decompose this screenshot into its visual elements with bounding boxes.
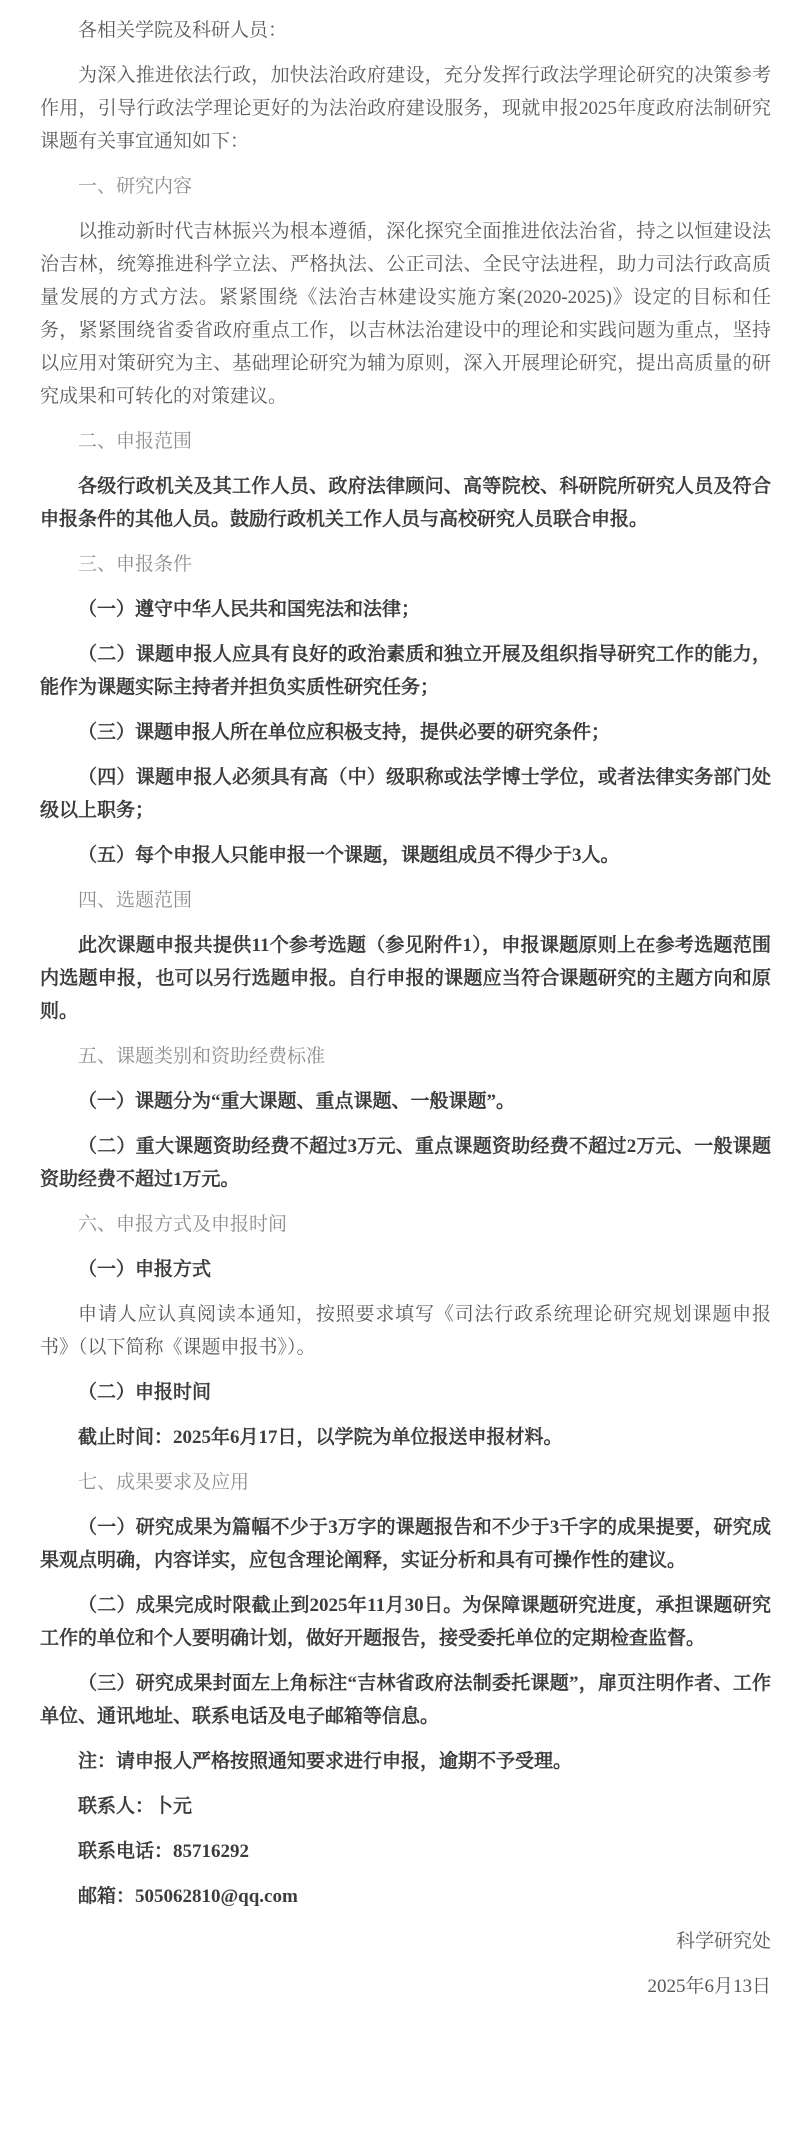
condition-item-5: （五）每个申报人只能申报一个课题，课题组成员不得少于3人。 [78, 845, 620, 866]
signature-date: 2025年6月13日 [647, 1976, 771, 1997]
condition-item-3: （三）课题申报人所在单位应积极支持，提供必要的研究条件； [78, 722, 611, 743]
condition-item-4: （四）课题申报人必须具有高（中）级职称或法学博士学位，或者法律实务部门处级以上职务； [40, 767, 771, 821]
section-heading-topic-scope: 四、选题范围 [78, 890, 193, 911]
condition-item-1: （一）遵守中华人民共和国宪法和法律； [78, 599, 421, 620]
paragraph-application-method: 申请人应认真阅读本通知，按照要求填写《司法行政系统理论研究规划课题申报书》（以下简称《课题申报书》）。 [40, 1304, 771, 1358]
section-heading-application-scope: 二、申报范围 [78, 431, 193, 452]
signature-department: 科学研究处 [675, 1931, 771, 1952]
note-paragraph: 注：请申报人严格按照通知要求进行申报，逾期不予受理。 [78, 1751, 573, 1772]
subheading-application-method: （一）申报方式 [78, 1259, 212, 1280]
condition-item-2: （二）课题申报人应具有良好的政治素质和独立开展及组织指导研究工作的能力，能作为课题实际主持者并担负实质性研究任务； [40, 644, 771, 698]
funding-item-1: （一）课题分为“重大课题、重点课题、一般课题”。 [78, 1091, 516, 1112]
result-item-1: （一）研究成果为篇幅不少于3万字的课题报告和不少于3千字的成果提要，研究成果观点明确，内容详实，应包含理论阐释，实证分析和具有可操作性的建议。 [40, 1517, 771, 1571]
result-item-2: （二）成果完成时限截止到2025年11月30日。为保障课题研究进度，承担课题研究工作的单位和个人要明确计划，做好开题报告，接受委托单位的定期检查监督。 [40, 1595, 771, 1649]
result-item-3: （三）研究成果封面左上角标注“吉林省政府法制委托课题”，扉页注明作者、工作单位、通讯地址、联系电话及电子邮箱等信息。 [40, 1673, 771, 1727]
section-heading-application-conditions: 三、申报条件 [78, 554, 193, 575]
section-heading-funding-standard: 五、课题类别和资助经费标准 [78, 1046, 326, 1067]
funding-item-2: （二）重大课题资助经费不超过3万元、重点课题资助经费不超过2万元、一般课题资助经费不超过1万元。 [40, 1136, 771, 1190]
paragraph-topic-scope: 此次课题申报共提供11个参考选题（参见附件1），申报课题原则上在参考选题范围内选题申报，也可以另行选题申报。自行申报的课题应当符合课题研究的主题方向和原则。 [40, 935, 771, 1022]
paragraph-deadline: 截止时间：2025年6月17日，以学院为单位报送申报材料。 [78, 1427, 563, 1448]
salutation: 各相关学院及科研人员： [78, 20, 288, 41]
contact-email: 邮箱：505062810@qq.com [78, 1886, 298, 1907]
section-heading-application-method-time: 六、申报方式及申报时间 [78, 1214, 288, 1235]
intro-paragraph: 为深入推进依法行政，加快法治政府建设，充分发挥行政法学理论研究的决策参考作用，引导行政法学理论更好的为法治政府建设服务，现就申报2025年度政府法制研究课题有关事宜通知如下： [40, 65, 771, 152]
contact-person: 联系人：卜元 [78, 1796, 193, 1817]
paragraph-research-content: 以推动新时代吉林振兴为根本遵循，深化探究全面推进依法治省，持之以恒建设法治吉林，统筹推进科学立法、严格执法、公正司法、全民守法进程，助力司法行政高质量发展的方式方法。紧紧围绕《法治吉林建设实施方案(2020-2025)》设定的目标和任务，紧紧围绕省委省政府重点工作，以吉林法治建设中的理论和实践问题为重点，坚持以应用对策研究为主、基础理论研究为辅为原则，深入开展理论研究，提出高质量的研究成果和可转化的对策建议。 [40, 221, 771, 407]
section-heading-result-requirements: 七、成果要求及应用 [78, 1472, 250, 1493]
contact-phone: 联系电话：85716292 [78, 1841, 250, 1862]
section-heading-research-content: 一、研究内容 [78, 176, 193, 197]
paragraph-application-scope: 各级行政机关及其工作人员、政府法律顾问、高等院校、科研院所研究人员及符合申报条件的其他人员。鼓励行政机关工作人员与高校研究人员联合申报。 [40, 476, 771, 530]
subheading-application-time: （二）申报时间 [78, 1382, 212, 1403]
